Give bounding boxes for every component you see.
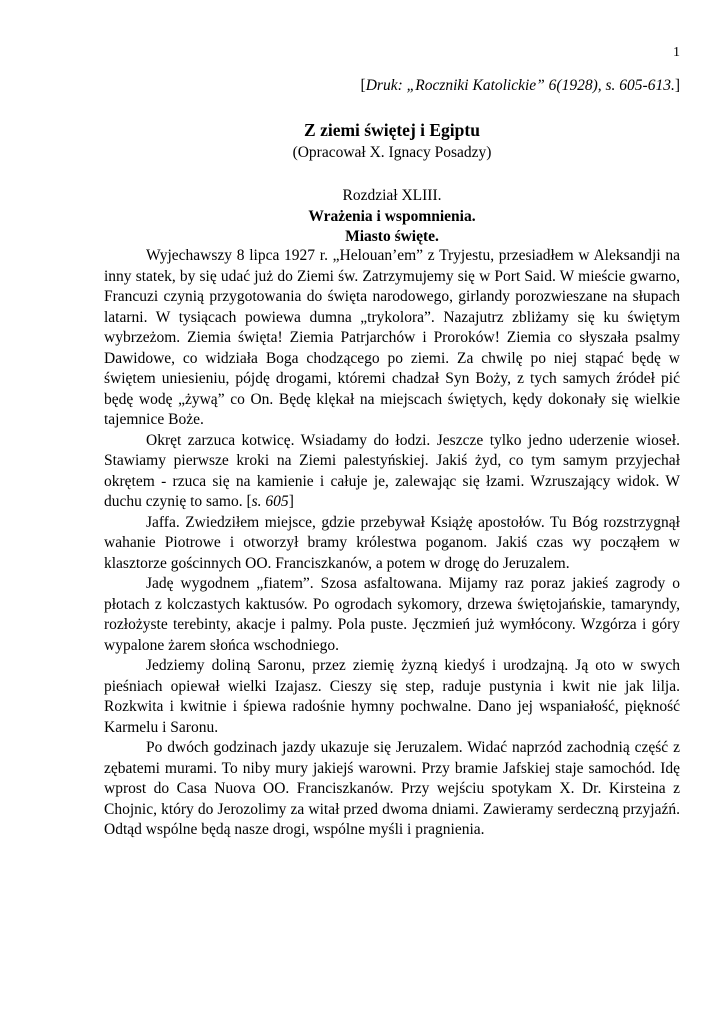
body-text — [104, 246, 680, 841]
page-number: 1 — [673, 45, 680, 60]
paragraph-2 — [104, 431, 680, 513]
chapter-heading: Wrażenia i wspomnienia. — [308, 207, 476, 225]
paragraph-1: Wyjechawszy 8 lipca 1927 r. „Helouan’em” z Tryjestu, przesiadłem w Aleksandji na inny statek, by się udać już do Ziemi św. Zatrzymujemy się w Port Said. W mieście gwarno, Francuzi czynią przygotowania do święta narodowego, girlandy porozwieszane na słupach latarni. W tysiącach powiewa dumna „trykolora”. Nazajutrz zbliżamy się ku świętym wybrzeżom. Ziemia święta! Ziemia Patrjarchów i Proroków! Ziemia co słyszała psalmy Dawidowe, co widziała Boga chodzącego po ziemi. Za chwilę po niej stąpać będę w świętem uniesieniu, pójdę drogami, któremi chadzał Syn Boży, z tych samych źródeł pić będę wodę „żywą” co On. Będę klękał na miejscach świętych, kędy dokonały się wielkie tajemnice Boże. — [104, 247, 680, 428]
paragraph-6: Po dwóch godzinach jazdy ukazuje się Jeruzalem. Widać naprzód zachodnią część z zębatemi murami. To niby mury jakiejś warowni. Przy bramie Jafskiej staje samochód. Idę wprost do Casa Nuova OO. Franciszkanów. Przy wejściu spotykam X. Dr. Kirsteina z Chojnic, który do Jerozolimy za witał przed dwoma dniami. Zawieramy serdeczną przyjaźń. Odtąd wspólne będą nasze drogi, wspólne myśli i pragnienia. — [104, 739, 680, 838]
document-title: Z ziemi świętej i Egiptu — [304, 120, 480, 140]
chapter-number: Rozdział XLIII. — [342, 187, 442, 204]
source-citation-text: Druk: „Roczniki Katolickie” 6(1928), s. 605-613. — [365, 77, 675, 94]
page-reference: s. 605 — [251, 493, 289, 510]
paragraph-3: Jaffa. Zwiedziłem miejsce, gdzie przebywał Książę apostołów. Tu Bóg rozstrzygnął wahanie Piotrowe i otworzył bramy królestwa poganom. Jakiś czas wy począłem w klasztorze gościnnych OO. Franciszkanów, a potem w drogę do Jeruzalem. — [104, 513, 680, 572]
paragraph-4: Jadę wygodnem „fiatem”. Szosa asfaltowana. Mijamy raz poraz jakieś zagrody o płotach z kolczastych kaktusów. Po ogrodach sykomory, drzewa świętojańskie, tamaryndy, rozłożyste terebinty, akacje i palmy. Pola puste. Jęczmień już wymłócony. Wzgórza i góry wypalone żarem słońca wschodniego. — [104, 575, 680, 654]
document-subtitle: (Opracował X. Ignacy Posadzy) — [292, 144, 492, 161]
paragraph-5: Jedziemy doliną Saronu, przez ziemię żyzną kiedyś i urodzajną. Ją oto w swych pieśniach opiewał wielki Izajasz. Cieszy się step, raduje pustynia i kwit nie jak lilja. Rozkwita i kwitnie i śpiewa radośnie hymny pochwalne. Dano jej wspaniałość, piękność Karmelu i Saronu. — [104, 657, 680, 736]
source-citation — [361, 76, 680, 96]
source-open-bracket: [ — [360, 77, 366, 94]
page-reference-close: ] — [288, 493, 294, 510]
chapter-header — [104, 186, 680, 248]
source-close-bracket: ] — [674, 77, 680, 94]
chapter-subheading: Miasto święte. — [345, 228, 439, 245]
paragraph-2-text: Okręt zarzuca kotwicę. Wsiadamy do łodzi. Jeszcze tylko jedno uderzenie wioseł. Stawiamy pierwsze kroki na Ziemi palestyńskiej. Jakiś żyd, co tym samym przyjechał okrętem - rzuca się na kamienie i całuje je, zalewając się łzami. Wzruszający widok. W duchu czynię to samo. [ — [104, 431, 680, 510]
